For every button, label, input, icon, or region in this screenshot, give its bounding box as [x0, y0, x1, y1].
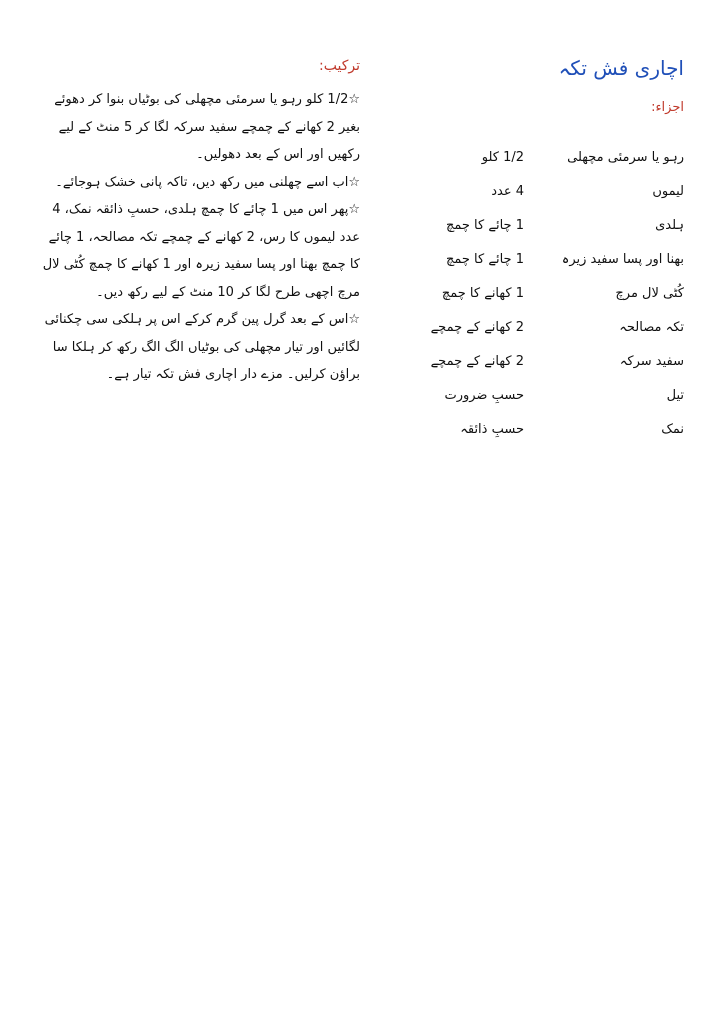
ingredient-name: سفید سرکہ — [619, 353, 684, 369]
ingredient-quantity: 2 کھانے کے چمچے — [430, 319, 524, 335]
method-heading: ترکیب: — [319, 58, 360, 74]
ingredient-quantity: 4 عدد — [491, 183, 524, 199]
ingredient-row — [384, 412, 684, 446]
method-step: ☆اب اسے چھلنی میں رکھ دیں، تاکہ پانی خشک ہوجائے۔ — [55, 174, 360, 190]
ingredient-row — [384, 276, 684, 310]
method-step: ☆1/2 کلو رہو یا سرمئی مچھلی کی بوٹیاں بنوا کر دھوئے بغیر 2 کھانے کے چمچے سفید سرکہ لگا کر 5 منٹ کے لیے رکھیں اور اس کے بعد دھولیں۔ — [54, 92, 360, 162]
method-step: ☆اس کے بعد گرل پین گرم کرکے اس پر ہلکی سی چکنائی لگائیں اور تیار مچھلی کی بوٹیاں الگ الگ رکھ کر ہلکا سا براؤن کرلیں۔ مزے دار اچاری فش تکہ تیار ہے۔ — [44, 312, 360, 382]
ingredient-table — [384, 140, 684, 446]
ingredient-quantity: 1 چائے کا چمچ — [445, 251, 524, 267]
ingredient-row — [384, 140, 684, 174]
recipe-title: اچاری فش تکہ — [558, 56, 684, 80]
ingredient-row — [384, 310, 684, 344]
ingredient-row — [384, 208, 684, 242]
ingredient-row — [384, 174, 684, 208]
ingredient-row — [384, 378, 684, 412]
ingredient-name: ہلدی — [655, 217, 684, 233]
ingredient-name: رہو یا سرمئی مچھلی — [567, 149, 684, 165]
ingredient-name: تیل — [666, 387, 684, 403]
ingredient-quantity: حسبِ ذائقہ — [460, 421, 524, 437]
ingredient-name: بھنا اور پسا سفید زیرہ — [561, 251, 684, 267]
ingredient-name: لیموں — [652, 183, 684, 199]
ingredient-name: کُٹی لال مرچ — [615, 285, 684, 301]
method-text — [35, 86, 360, 389]
ingredient-row — [384, 242, 684, 276]
ingredient-quantity: 2 کھانے کے چمچے — [430, 353, 524, 369]
ingredient-quantity: 1 چائے کا چمچ — [445, 217, 524, 233]
ingredient-name: نمک — [661, 421, 684, 437]
ingredient-quantity: حسبِ ضرورت — [444, 387, 524, 403]
ingredient-quantity: 1 کھانے کا چمچ — [441, 285, 524, 301]
ingredients-heading: اجزاء: — [651, 100, 684, 115]
ingredient-quantity: 1/2 کلو — [481, 149, 524, 165]
method-step: ☆پھر اس میں 1 چائے کا چمچ ہلدی، حسبِ ذائقہ نمک، 4 عدد لیموں کا رس، 2 کھانے کے چمچے تکہ مصالحہ، 1 چائے کا چمچ بھنا اور پسا سفید زیرہ اور 1 کھانے کا چمچ کُٹی لال مرچ اچھی طرح لگا کر 10 منٹ کے لیے رکھ دیں۔ — [42, 202, 360, 300]
ingredient-name: تکہ مصالحہ — [619, 319, 684, 335]
ingredient-row — [384, 344, 684, 378]
